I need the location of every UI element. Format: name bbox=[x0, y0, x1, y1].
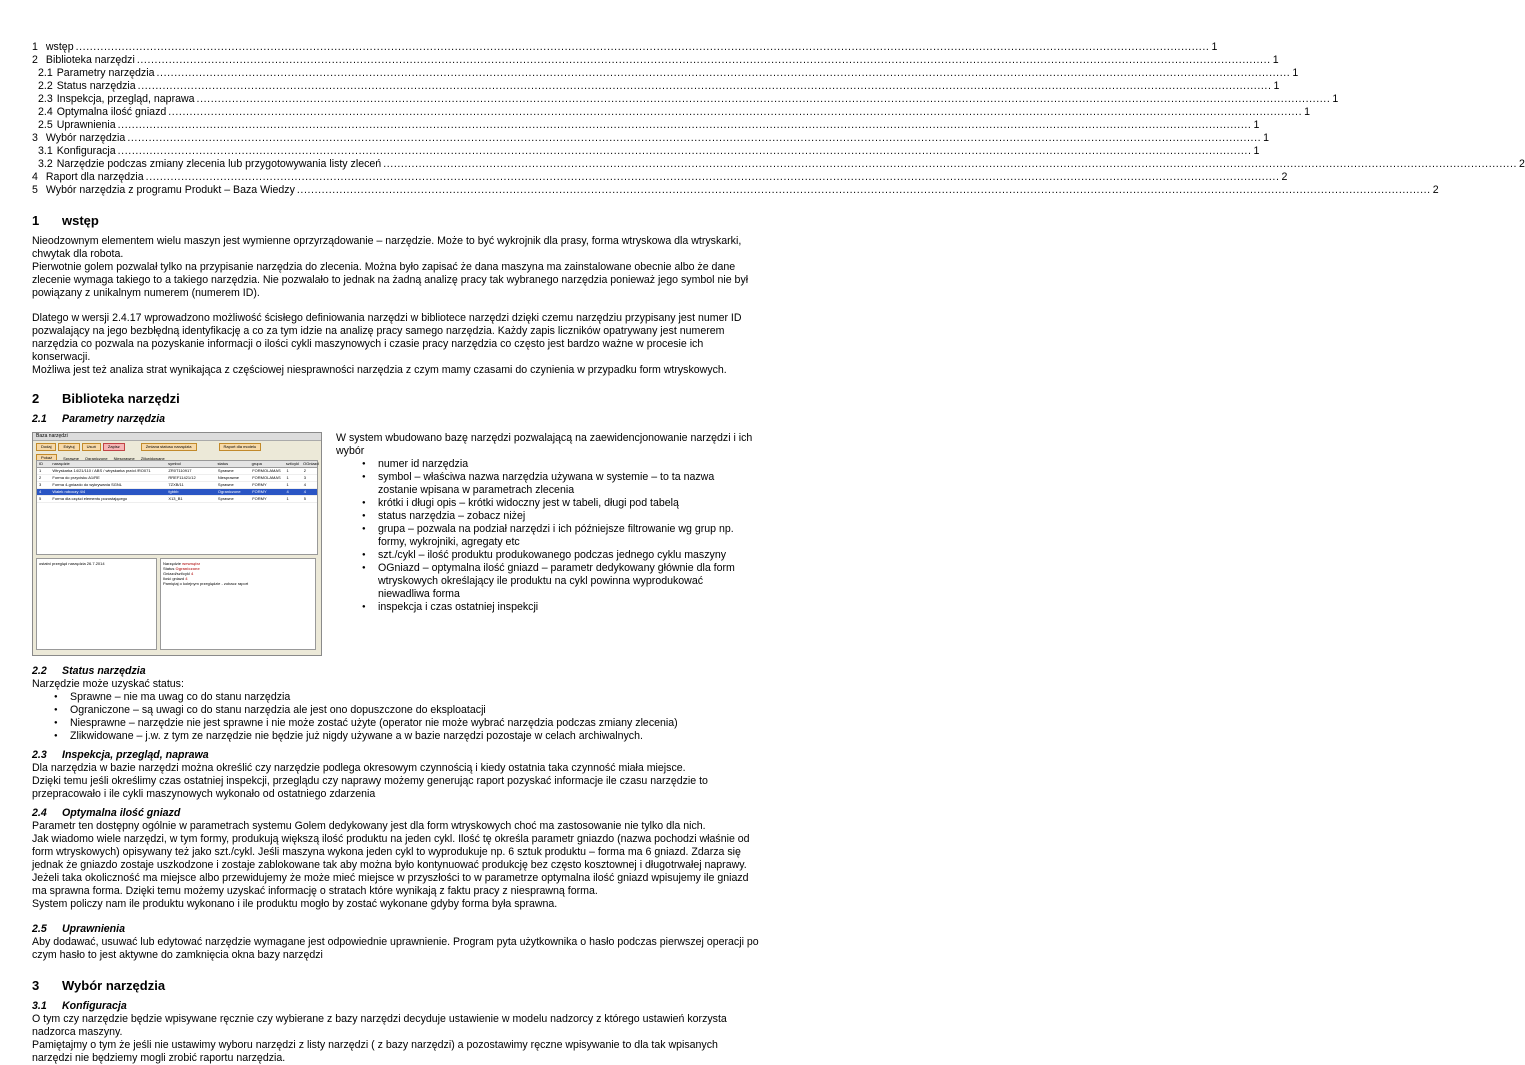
list-item: ● grupa – pozwala na podział narzędzi i ich późniejsze filtrowanie wg grup np. formy, wykrojniki, agregaty etc bbox=[378, 523, 756, 549]
grid-row bbox=[37, 496, 317, 503]
toc-page-number: 1 bbox=[1272, 54, 1279, 66]
toc-title: Uprawnienia bbox=[56, 119, 116, 131]
detail-label: Status bbox=[163, 566, 175, 571]
window-titlebar: Baza narzędzi bbox=[33, 433, 321, 441]
grid-cell: 2 bbox=[39, 475, 42, 480]
heading-3-1 bbox=[32, 1000, 760, 1013]
toc-page-number: 1 bbox=[1263, 132, 1270, 144]
toc-leader bbox=[118, 145, 1252, 158]
heading-2-2 bbox=[32, 665, 760, 678]
detail-value: Ograniczone bbox=[175, 566, 200, 571]
toc-entry[interactable] bbox=[32, 67, 1299, 80]
add-button: Dodaj bbox=[36, 443, 56, 451]
toc-title: Konfiguracja bbox=[56, 145, 116, 157]
grid-cell: 4 bbox=[303, 489, 306, 494]
toc-page-number: 1 bbox=[1292, 67, 1299, 79]
toc-entry[interactable] bbox=[32, 145, 1260, 158]
list-item: ● numer id narzędzia bbox=[378, 458, 756, 471]
grid-cell: fgbbb bbox=[168, 489, 179, 494]
heading-number: 3 bbox=[32, 977, 40, 993]
grid-cell: Niesprawne bbox=[217, 475, 240, 480]
heading-number: 2.5 bbox=[32, 923, 47, 935]
heading-title: Status narzędzia bbox=[62, 665, 146, 677]
toc-leader bbox=[383, 158, 1517, 171]
detail-label: Ilość gniazd bbox=[163, 576, 185, 581]
heading-1 bbox=[32, 211, 760, 229]
detail-note: ostatni przegląd narzędzia 26.7.2014 bbox=[39, 561, 105, 566]
grid-cell: 4 bbox=[303, 482, 306, 487]
toc-leader bbox=[168, 106, 1302, 119]
toc-number: 5 bbox=[32, 184, 38, 196]
toc-page-number: 1 bbox=[1253, 119, 1260, 131]
paragraph: Jeżeli taka okoliczność ma miejsce albo przewidujemy że może mieć miejsce w przyszłości to w parametrze optymalna ilość gniazd wpisujemy ile gniazd ma sprawna forma. Dzięki temu możemy uzyskać informację o stratach które wynikają z faktu pracy z niesprawną forma. bbox=[32, 872, 749, 897]
status-list bbox=[32, 691, 760, 743]
grid-cell: Sprawne bbox=[217, 468, 234, 473]
grid-cell: 2 bbox=[303, 468, 306, 473]
toc-title: Parametry narzędzia bbox=[56, 67, 155, 79]
table-of-contents bbox=[32, 41, 1525, 197]
toc-entry[interactable] bbox=[32, 106, 1311, 119]
grid-header-cell: narzędzie bbox=[52, 461, 70, 466]
parameters-text bbox=[336, 432, 756, 656]
heading-title: Wybór narzędzia bbox=[62, 977, 166, 993]
grid-header-cell: symbol bbox=[168, 461, 181, 466]
heading-2-1 bbox=[32, 413, 760, 426]
toc-number: 3 bbox=[32, 132, 38, 144]
toc-number: 3.1 bbox=[38, 145, 53, 157]
grid-cell: RREF11421/12 bbox=[168, 475, 196, 480]
grid-cell: Forma dla części elementu pozostającego bbox=[52, 496, 128, 501]
toc-title: Wybór narzędzia bbox=[45, 132, 126, 144]
grid-cell: Sprawne bbox=[217, 496, 234, 501]
grid-header bbox=[37, 461, 317, 468]
grid-cell: FORMY bbox=[252, 496, 267, 501]
grid-row bbox=[37, 489, 317, 496]
grid-cell: 7ZXB/11 bbox=[168, 482, 184, 487]
toc-number: 3.2 bbox=[38, 158, 53, 170]
paragraph: Narzędzie może uzyskać status: bbox=[32, 678, 184, 690]
heading-title: Optymalna ilość gniazd bbox=[62, 807, 181, 819]
list-item: ● Zlikwidowane – j.w. z tym ze narzędzie nie będzie już nigdy używane a w bazie narzędzi pozostaje w celach archiwalnych. bbox=[70, 730, 760, 743]
list-item: ● Niesprawne – narzędzie nie jest sprawne i nie może zostać użyte (operator nie może wybrać narzędzia podczas zmiany zlecenia) bbox=[70, 717, 760, 730]
heading-2-4 bbox=[32, 807, 760, 820]
toc-number: 2.4 bbox=[38, 106, 53, 118]
toc-entry[interactable] bbox=[32, 80, 1280, 93]
section-2-1-body bbox=[32, 432, 760, 656]
paragraph: Dlatego w wersji 2.4.17 wprowadzono możliwość ścisłego definiowania narzędzi w bibliotece narzędzi dzięki czemu narzędziu przypisany jest numer ID pozwalający na jego bezbłędną identyfikację a co za tym idzie na analizę pracy samego narzędzia. Każdy zapis liczników opatrywany jest numerem narzędzia co pozwala na pozyskanie informacji o ilości cykli maszynowych i czasie pracy narzędzia co często jest bardzo ważne w procesie ich konserwacji. bbox=[32, 312, 742, 363]
paragraph: Pamiętajmy o tym że jeśli nie ustawimy wyboru narzędzi z listy narzędzi ( z bazy narzędzi) a pozostawimy ręczne wpisywanie to dla tak wpisanych narzędzi nie będziemy mogli zrobić raportu narzędzia. bbox=[32, 1039, 718, 1064]
grid-cell: 1 bbox=[286, 482, 289, 487]
toc-leader bbox=[138, 80, 1272, 93]
status-change-button: Zmiana statusu narzędzia bbox=[141, 443, 197, 451]
toc-entry[interactable] bbox=[32, 184, 1439, 197]
filter-check: Sprawne bbox=[63, 455, 79, 461]
toc-entry[interactable] bbox=[32, 132, 1270, 145]
grid-cell: FORMY bbox=[252, 482, 267, 487]
heading-3 bbox=[32, 976, 760, 994]
heading-number: 2.4 bbox=[32, 807, 47, 819]
grid-cell: FORMOLAMAS bbox=[252, 468, 281, 473]
toc-leader bbox=[118, 119, 1252, 132]
paragraph: O tym czy narzędzie będzie wpisywane ręcznie czy wybierane z bazy narzędzi decyduje ustawienie w modelu nadzorcy z którego ustawień korzysta nadzorca maszyny. bbox=[32, 1013, 727, 1038]
tool-library-screenshot bbox=[32, 432, 322, 656]
filter-check: Niesprawne bbox=[113, 455, 135, 461]
heading-title: Biblioteka narzędzi bbox=[62, 390, 180, 406]
list-item: ● status narzędzia – zobacz niżej bbox=[378, 510, 756, 523]
toc-leader bbox=[146, 171, 1280, 184]
heading-title: Konfiguracja bbox=[62, 1000, 127, 1012]
grid-cell: 1 bbox=[39, 468, 42, 473]
toc-leader bbox=[156, 67, 1290, 80]
grid-cell: 4 bbox=[286, 489, 289, 494]
toc-entry[interactable] bbox=[32, 119, 1260, 132]
grid-cell: FORMY bbox=[252, 489, 267, 494]
toc-leader bbox=[197, 93, 1331, 106]
list-item: ● krótki i długi opis – krótki widoczny jest w tabeli, długi pod tabelą bbox=[378, 497, 756, 510]
grid-header-cell: ID bbox=[39, 461, 43, 466]
filter-check: Zlikwidowane bbox=[140, 455, 165, 461]
grid-cell: FORMOLAMAS bbox=[252, 475, 281, 480]
filter-button: Pokaż bbox=[36, 454, 57, 462]
paragraph: Jak wiadomo wiele narzędzi, w tym formy, produkują większą ilość produktu na jeden cykl. Ilość tę określa parametr gniazdo (nazwa pochodzi właśnie od form wtryskowych) opisywany też jako szt./cykl. Jeśli maszyna wykona jeden cykl to wyprodukuje np. 6 sztuk produktu – forma ma 6 gniazd. Zdarza się jednak że gniazdo zostaje uszkodzone i zostaje zablokowane tak aby można było kontynuować produkcję bez często kosztownej i długotrwałej naprawy. bbox=[32, 833, 750, 871]
detail-left-pane bbox=[36, 558, 157, 650]
grid-cell: X13_B1 bbox=[168, 496, 183, 501]
toolbar bbox=[33, 441, 321, 453]
toc-number: 1 bbox=[32, 41, 38, 53]
toc-entry[interactable] bbox=[32, 54, 1279, 67]
document-page bbox=[32, 0, 1525, 1065]
grid-cell: Wałek roboczy 4/4 bbox=[52, 489, 86, 494]
toc-title: wstęp bbox=[45, 41, 74, 53]
list-item: ● OGniazd – optymalna ilość gniazd – parametr dedykowany głównie dla form wtryskowych określający ile produktu na cykl powinna wyprodukować niewadliwa forma bbox=[378, 562, 756, 601]
tools-grid bbox=[36, 460, 318, 555]
grid-cell: 3 bbox=[303, 475, 306, 480]
list-item: ● Sprawne – nie ma uwag co do stanu narzędzia bbox=[70, 691, 760, 704]
toc-page-number: 2 bbox=[1432, 184, 1439, 196]
paragraph: Pierwotnie golem pozwalał tylko na przypisanie narzędzia do zlecenia. Można było zapisać że dana maszyna ma zainstalowane obecnie albo że dane zlecenie wymaga takiego to a takiego narzędzia. Nie pozwalało to jednak na żadną analizę pracy tak wybranego narzędzia ponieważ jego symbol nie był powiązany z unikalnym numerem (numerem ID). bbox=[32, 261, 749, 299]
list-item: ● inspekcja i czas ostatniej inspekcji bbox=[378, 601, 756, 614]
list-item: ● szt./cykl – ilość produktu produkowanego podczas jednego cyklu maszyny bbox=[378, 549, 756, 562]
grid-cell: 5 bbox=[303, 496, 306, 501]
detail-right-pane bbox=[160, 558, 316, 650]
grid-cell: 4 bbox=[39, 489, 42, 494]
heading-2-5 bbox=[32, 923, 760, 936]
save-button: Zapisz bbox=[103, 443, 125, 451]
toc-entry[interactable] bbox=[32, 158, 1525, 171]
toc-title: Status narzędzia bbox=[56, 80, 136, 92]
toc-number: 2.3 bbox=[38, 93, 53, 105]
heading-2 bbox=[32, 389, 760, 407]
heading-2-3 bbox=[32, 749, 760, 762]
paragraph: Dzięki temu jeśli określimy czas ostatniej inspekcji, przeglądu czy naprawy możemy generując raport pozyskać informacje ile czasu narzędzie to przepracowało i ile cykli maszynowych wykonało od ostatniego zdarzenia bbox=[32, 775, 708, 800]
heading-number: 1 bbox=[32, 212, 40, 228]
toc-page-number: 1 bbox=[1332, 93, 1339, 105]
grid-row bbox=[37, 482, 317, 489]
toc-number: 2.2 bbox=[38, 80, 53, 92]
grid-cell: Wtryskarka 14/21/110 / ABS / wtryskarka przód /RO071 bbox=[52, 468, 151, 473]
detail-line bbox=[163, 581, 313, 586]
heading-title: wstęp bbox=[62, 212, 99, 228]
detail-label: Narzędzie bbox=[163, 561, 182, 566]
toc-entry[interactable] bbox=[32, 41, 1218, 54]
detail-label: Pamiętaj o kolejnym przeglądzie - zobacz raport bbox=[163, 581, 249, 586]
paragraph: Możliwa jest też analiza strat wynikająca z częściowej niesprawności narzędzia z czym mamy czasami do czynienia w przypadku form wtryskowych. bbox=[32, 364, 727, 376]
toc-number: 2.1 bbox=[38, 67, 53, 79]
toc-page-number: 1 bbox=[1211, 41, 1218, 53]
paragraph: Nieodzownym elementem wielu maszyn jest wymienne oprzyrządowanie – narzędzie. Może to być wykrojnik dla prasy, forma wtryskowa dla wtryskarki, chwytak dla robota. bbox=[32, 235, 742, 260]
heading-number: 2.3 bbox=[32, 749, 47, 761]
toc-title: Inspekcja, przegląd, naprawa bbox=[56, 93, 195, 105]
toc-leader bbox=[127, 132, 1261, 145]
grid-cell: Sprawne bbox=[217, 482, 234, 487]
list-item: ● symbol – właściwa nazwa narzędzia używana w systemie – to ta nazwa zostanie wpisana w parametrach zlecenia bbox=[378, 471, 756, 497]
detail-value: 4 bbox=[185, 576, 188, 581]
paragraph: Aby dodawać, usuwać lub edytować narzędzie wymagane jest odpowiednie uprawnienie. Program pyta użytkownika o hasło podczas pierwszej operacji po czym hasło to jest aktywne do zamknięcia okna bazy narzędzi bbox=[32, 936, 759, 961]
grid-cell: 1 bbox=[286, 468, 289, 473]
toc-page-number: 1 bbox=[1273, 80, 1280, 92]
toc-entry[interactable] bbox=[32, 171, 1288, 184]
edit-button: Edytuj bbox=[58, 443, 79, 451]
toc-title: Wybór narzędzia z programu Produkt – Baza Wiedzy bbox=[45, 184, 295, 196]
heading-number: 3.1 bbox=[32, 1000, 47, 1012]
detail-value: 4 bbox=[191, 571, 194, 576]
detail-label: Gniazd/szt/cykl bbox=[163, 571, 190, 576]
grid-cell: 1 bbox=[286, 496, 289, 501]
toc-page-number: 1 bbox=[1253, 145, 1260, 157]
grid-cell: Ograniczone bbox=[217, 489, 241, 494]
grid-cell: Forma 4-gniazdo do wykrywania SGNL bbox=[52, 482, 122, 487]
list-item: ● Ograniczone – są uwagi co do stanu narzędzia ale jest ono dopuszczone do eksploatacji bbox=[70, 704, 760, 717]
delete-button: Usuń bbox=[82, 443, 101, 451]
grid-header-cell: OGniazd bbox=[303, 461, 319, 466]
toc-number: 2.5 bbox=[38, 119, 53, 131]
toc-title: Raport dla narzędzia bbox=[45, 171, 144, 183]
toc-leader bbox=[137, 54, 1271, 67]
heading-title: Inspekcja, przegląd, naprawa bbox=[62, 749, 209, 761]
filter-check: Ograniczone bbox=[84, 455, 108, 461]
heading-number: 2 bbox=[32, 390, 40, 406]
toc-entry[interactable] bbox=[32, 93, 1339, 106]
paragraph: W system wbudowano bazę narzędzi pozwalającą na zaewidencjonowanie narzędzi i ich wybór bbox=[336, 432, 753, 457]
toc-page-number: 2 bbox=[1519, 158, 1525, 170]
toc-title: Optymalna ilość gniazd bbox=[56, 106, 167, 118]
grid-cell: 1 bbox=[286, 475, 289, 480]
grid-cell: ZR0T110917 bbox=[168, 468, 192, 473]
toc-leader bbox=[297, 184, 1431, 197]
toc-leader bbox=[76, 41, 1210, 54]
grid-cell: 5 bbox=[39, 496, 42, 501]
paragraph: System policzy nam ile produktu wykonano i ile produktu mogło by zostać wykonane gdyby forma była sprawna. bbox=[32, 898, 558, 910]
grid-cell: 3 bbox=[39, 482, 42, 487]
grid-header-cell: grupa bbox=[251, 461, 262, 466]
grid-header-cell: szt/cykl bbox=[285, 461, 299, 466]
heading-number: 2.1 bbox=[32, 413, 47, 425]
detail-area bbox=[36, 558, 316, 650]
heading-number: 2.2 bbox=[32, 665, 47, 677]
toc-page-number: 1 bbox=[1304, 106, 1311, 118]
heading-title: Uprawnienia bbox=[62, 923, 125, 935]
heading-title: Parametry narzędzia bbox=[62, 413, 166, 425]
grid-row bbox=[37, 468, 317, 475]
report-button: Raport dla modelu bbox=[219, 443, 262, 451]
detail-value: wewnątrz bbox=[182, 561, 201, 566]
toc-title: Biblioteka narzędzi bbox=[45, 54, 135, 66]
grid-row bbox=[37, 475, 317, 482]
grid-cell: Forma do przycisku A1/RE bbox=[52, 475, 100, 480]
toc-number: 4 bbox=[32, 171, 38, 183]
paragraph: Parametr ten dostępny ogólnie w parametrach systemu Golem dedykowany jest dla form wtryskowych choć ma zastosowanie nie tylko dla nich. bbox=[32, 820, 706, 832]
parameters-list bbox=[336, 458, 756, 614]
toc-number: 2 bbox=[32, 54, 38, 66]
grid-header-cell: status bbox=[217, 461, 229, 466]
toc-page-number: 2 bbox=[1281, 171, 1288, 183]
paragraph: Dla narzędzia w bazie narzędzi można określić czy narzędzie podlega okresowym czynnością i kiedy ostatnia taka czynność miała miejsce. bbox=[32, 762, 686, 774]
toc-title: Narzędzie podczas zmiany zlecenia lub przygotowywania listy zleceń bbox=[56, 158, 382, 170]
